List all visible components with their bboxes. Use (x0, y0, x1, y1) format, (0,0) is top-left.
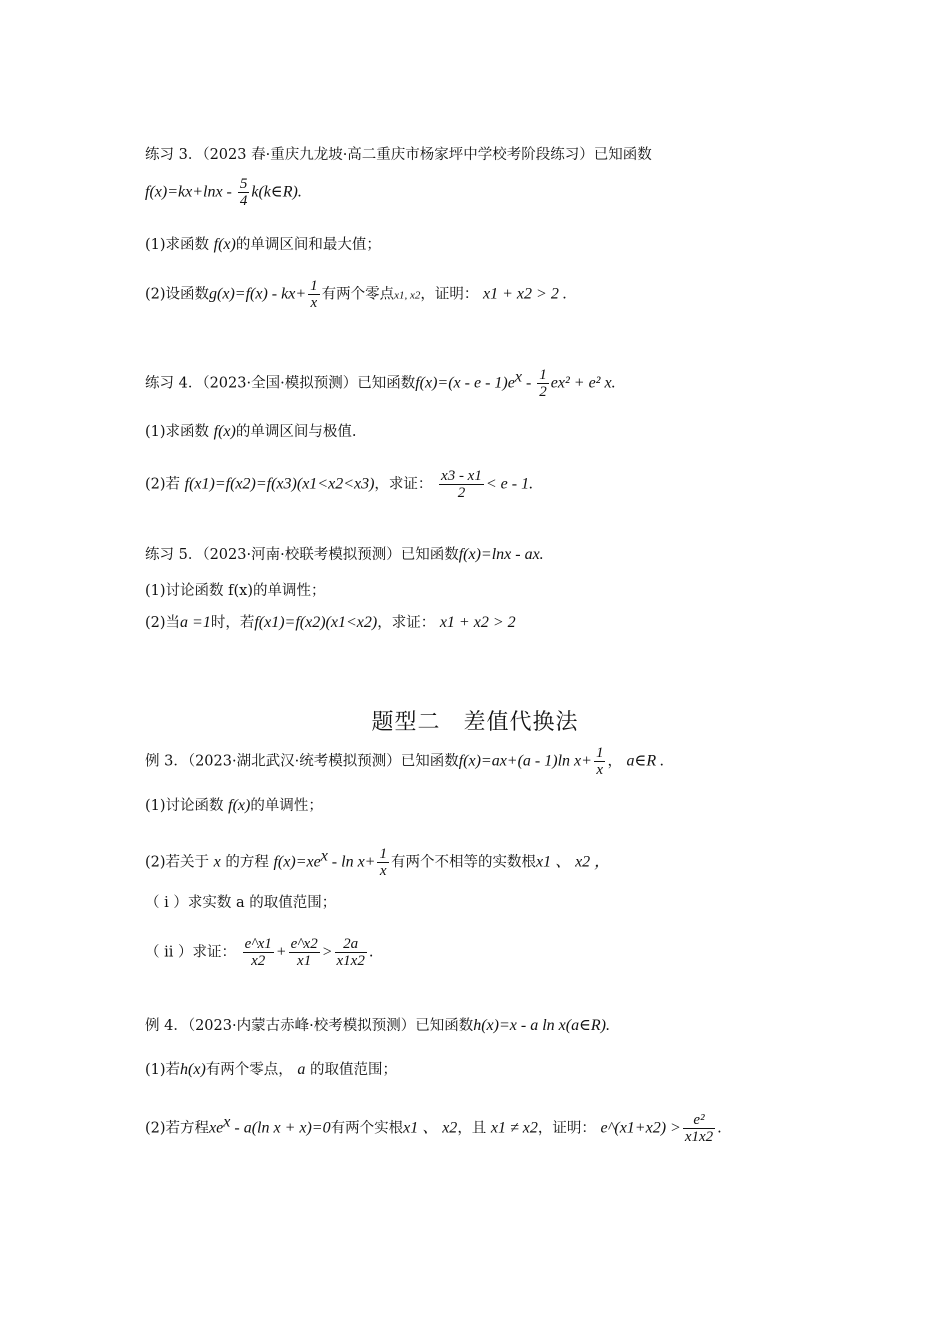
exercise-3-function: f(x)=kx+lnx - $\frac{5}{4}$ k(k∈R). (145, 176, 302, 209)
exercise-4-title: 练习 4．（2023·全国·模拟预测）已知函数$f(x)=(x - e - 1)e^x$ - $\frac{1}{2}$ ex² + e² x. (145, 367, 616, 400)
section-heading: 题型二 差值代换法 (371, 710, 579, 735)
exercise-3-q1: (1)求函数 f(x)的单调区间和最大值； (145, 236, 381, 253)
exercise-4-q2: (2)若 f(x1)=f(x2)=f(x3)(x1<x2<x3)，求证： $\frac{x3 - x1}{2}$ < e - 1. (145, 468, 534, 501)
example-3-title: 例 3．（2023·湖北武汉·统考模拟预测）已知函数f(x)=ax+(a - 1)ln x+ $\frac{1}{x}$ ， a∈R . (145, 745, 665, 778)
exercise-3-title: 练习 3．（2023 春·重庆九龙坡·高二重庆市杨家坪中学校考阶段练习）已知函数 (145, 147, 652, 163)
example-4-q1: (1)若h(x)有两个零点， a 的取值范围； (145, 1061, 398, 1078)
exercise-3-q2: (2)设函数g(x)=f(x) - kx+ $\frac{1}{x}$ 有两个零点x1, x2，证明： x1 + x2 > 2 . (145, 278, 567, 311)
example-3-q1: (1)讨论函数 f(x)的单调性； (145, 797, 323, 814)
example-3-q2: (2)若关于 x 的方程 $f(x)=xe^x - \ln x+$ $\frac{1}{x}$ 有两个不相等的实数根x1 、 x2 ， (145, 846, 611, 879)
exercise-5-title: 练习 5．（2023·河南·校联考模拟预测）已知函数f(x)=lnx - ax. (145, 546, 544, 563)
example-4-q2: (2)若方程$xe^x - a(\ln$ x + x)=0有两个实根x1 、 x2，且 x1 ≠ x2，证明： e^(x1+x2) > $\frac{\text{e²}}{x1x2}$ . (145, 1112, 722, 1145)
exercise-4-q1: (1)求函数 f(x)的单调区间与极值. (145, 423, 357, 440)
exercise-5-q2: (2)当a =1时，若f(x1)=f(x2)(x1<x2)，求证： x1 + x2 > 2 (145, 614, 516, 631)
example-3-qi: （ i ）求实数 a 的取值范围； (145, 895, 337, 911)
example-3-qii: （ ii ）求证： $\frac{e\^{}x1}{x2}$ + $\frac{e\^{}x2}{x1}$ > $\frac{2a}{x1x2}$ . (145, 936, 374, 969)
exercise-5-q1: (1)讨论函数 f(x)的单调性； (145, 583, 326, 599)
example-4-title: 例 4．（2023·内蒙古赤峰·校考模拟预测）已知函数h(x)=x - a ln x(a∈R). (145, 1017, 611, 1034)
